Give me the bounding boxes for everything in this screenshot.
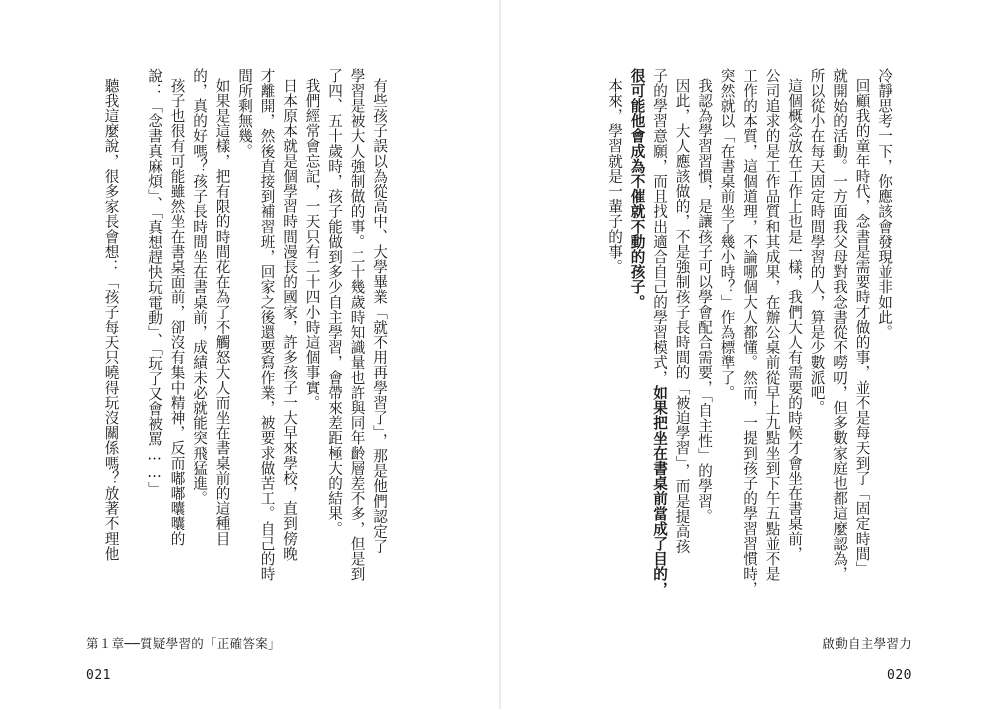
- page-number: 020: [887, 668, 912, 683]
- text-column: 間所剩無幾。: [236, 68, 253, 159]
- right-page-body: [603, 68, 896, 597]
- text-column: 學習是被大人強制做的事。二十幾歲時知識量也許與同年齡層差不多，但是到: [348, 68, 366, 582]
- text-column: 就開始的活動。一方面我父母對我念書從不嘮叨，但多數家庭也都這麼認為，: [831, 68, 848, 582]
- text-column: 了四、五十歲時，孩子能做到多少自主學習，會帶來差距極大的結果。: [326, 68, 343, 537]
- left-page-body: [99, 68, 390, 588]
- text-column: 日本原本就是個學習時間漫長的國家，許多孩子一大早來學校，直到傍晚: [281, 78, 298, 562]
- text-column: [648, 68, 671, 597]
- running-head: 啟動自主學習力: [822, 636, 912, 651]
- text-column: 這個概念放在工作上也是一樣，我們大人有需要的時候才會坐在書桌前，: [786, 78, 803, 562]
- page-number: 021: [86, 668, 111, 683]
- bold-emphasis: 如果把坐在書桌前當成了目的，: [651, 385, 668, 597]
- text-column: 我認為學習習慣，是讓孩子可以學會配合需要，「自主性」的學習。: [696, 78, 713, 524]
- text-column: 回顧我的童年時代，念書是需要時才做的事，並不是每天到了「固定時間」: [853, 78, 871, 577]
- text-column: 說：「念書真麻煩」、「真想趕快玩電動」、「玩了又會被罵……」: [146, 68, 163, 497]
- bold-emphasis: 很可能他會成為不催就不動的孩子。: [628, 68, 646, 310]
- text-column: 如果是這樣，把有限的時間花在為了不觸怒大人而坐在書桌前的這種目: [213, 78, 231, 547]
- running-head: 第１章──質疑學習的「正確答案」: [86, 636, 281, 651]
- text-column: 冷靜思考一下，你應該會發現並非如此。: [876, 68, 893, 340]
- text-column: [625, 68, 648, 588]
- text-column: 因此，大人應該做的，不是強制孩子長時間的「被迫學習」，而是提高孩: [673, 78, 691, 554]
- text-column: 工作的本質，這個道理，不論哪個大人都懂。然而，一提到孩子的學習習慣時，: [741, 68, 758, 597]
- text-column: 公司追求的是工作品質和其成果，在辦公桌前從早上九點坐到下午五點並不是: [763, 68, 781, 582]
- text-column: 突然就以「在書桌前坐了幾小時？」作為標準了。: [718, 68, 736, 401]
- text-column: 孩子也很有可能雖然坐在書桌面前，卻沒有集中精神，反而嘟嘟囔囔的: [168, 78, 186, 547]
- text-column: 才離開，然後直接到補習班，回家之後還要寫作業，被要求做苦工。自己的時: [258, 68, 276, 582]
- text-column: 有些孩子誤以為從高中、大學畢業「就不用再學習了」，那是他們認定了: [371, 78, 388, 554]
- text-column: 的，真的好嗎？孩子長時間坐在書桌前，成績未必就能突飛猛進。: [191, 68, 208, 506]
- right-page: [500, 0, 1000, 709]
- text-run: 子的學習意願，而且找出適合自己的學習模式，: [651, 68, 668, 386]
- text-column: 聽我這麼說，很多家長會想：「孩子每天只曉得玩沒關係嗎？放著不理他: [102, 78, 120, 562]
- text-column: 我們經常會忘記，一天只有二十四小時這個事實。: [303, 78, 321, 411]
- text-column: 本來，學習就是一輩子的事。: [606, 78, 623, 275]
- text-column: 所以從小在每天固定時間學習的人，算是少數派吧。: [808, 68, 826, 416]
